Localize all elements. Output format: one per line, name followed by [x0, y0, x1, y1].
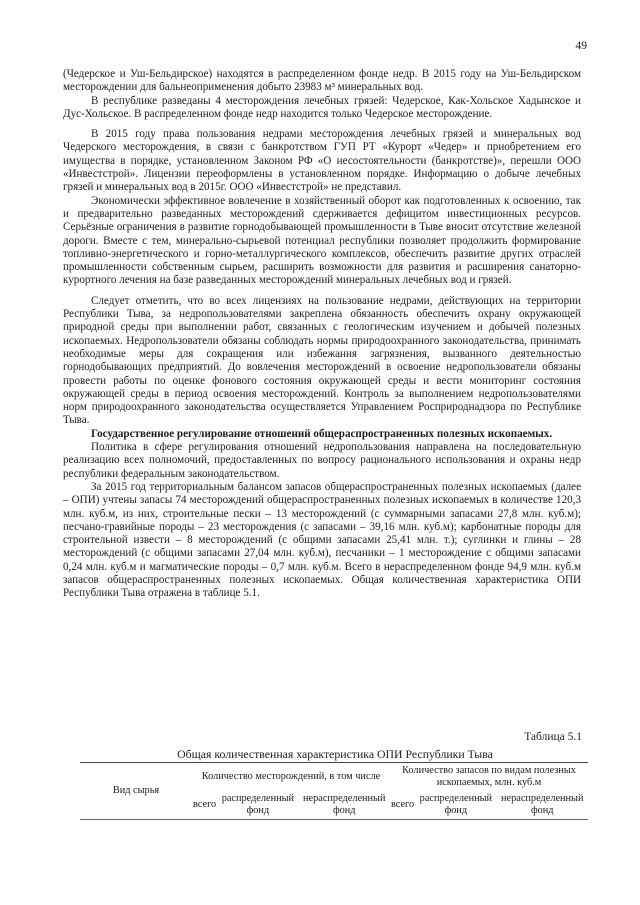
- header-raw-type: Вид сырья: [112, 785, 160, 796]
- table-caption: Таблица 5.1: [524, 731, 582, 743]
- header-reserves-group: Количество запасов по видам полезных ископаемых, млн. куб.м: [402, 765, 576, 788]
- header-undistributed: нераспределенный фонд: [303, 793, 386, 816]
- header-total: всего: [390, 799, 415, 810]
- header-distributed: распределенный фонд: [221, 793, 295, 816]
- header-deposits-group: Количество месторождений, в том числе: [201, 771, 381, 782]
- paragraph: В республике разведаны 4 месторождения лечебных грязей: Чедерское, Как-Хольское Хадынское и Дус-Хольское. В распределенном фонде недр находится только Чедерское месторождение.: [63, 94, 581, 120]
- paragraph: За 2015 год территориальным балансом запасов общераспространенных полезных ископаемых (далее – ОПИ) учтены запасы 74 месторождений общераспространенных полезных ископаемых в количестве 120,3 млн. куб.м, из них, строительные пески – 13 месторождений (с суммарными запасами 27,8 млн. куб.м); песчано-гравийные породы – 23 месторождения (с запасами – 39,16 млн. куб.м); карбонатные породы для строительной извести – 8 месторождений (с общими запасами 25,41 млн. т.); суглинки и глины – 28 месторождений (с общими запасами 27,04 млн. куб.м), песчаники – 1 месторождение с общими запасами 0,24 млн. куб.м и магматические породы – 0,7 млн. куб.м. Всего в нераспределенном фонде 94,9 млн. куб.м запасов общераспространенных полезных ископаемых. Общая количественная характеристика ОПИ Республики Тыва отражена в таблице 5.1.: [63, 480, 581, 600]
- header-total: всего: [193, 799, 217, 810]
- opi-table: [80, 762, 588, 820]
- paragraph: (Чедерское и Уш-Бельдирское) находятся в распределенном фонде недр. В 2015 году на Уш-Бельдирском месторождении для бальнеоприменения добыто 23983 м³ минеральных вод.: [63, 68, 581, 94]
- document-body: [63, 68, 581, 601]
- header-distributed: распределенный фонд: [419, 793, 493, 816]
- paragraph: В 2015 году права пользования недрами месторождения лечебных грязей и минеральных вод Чедерского месторождения, в связи с банкротством ГУП РТ «Курорт «Чедер» и приобретением его имущества в порядке, установленном Законом РФ «О несостоятельности (банкротстве)», перешли ООО «Инвестстрой». Лицензии переоформлены в установленном порядке. Информацию о добыче лечебных грязей и минеральных вод в 2015г. ООО «Инвестстрой» не представил.: [63, 128, 581, 194]
- section-heading: Государственное регулирование отношений общераспространенных полезных ископаемых.: [91, 427, 553, 440]
- table-title: Общая количественная характеристика ОПИ Республики Тыва: [177, 747, 493, 761]
- page-number: 49: [575, 40, 587, 52]
- paragraph: Политика в сфере регулирования отношений недропользования направлена на последовательную реализацию всех полномочий, предоставленных по вопросу рационального использования и охраны недр республики федеральным законодательством.: [63, 441, 581, 480]
- paragraph: Экономически эффективное вовлечение в хозяйственный оборот как подготовленных к освоению, так и предварительно разведанных месторождений сдерживается дефицитом инвестиционных ресурсов. Серьёзные ограничения в развитие горнодобывающей промышленности в Тыве вносит отсутствие железной дороги. Вместе с тем, минерально-сырьевой потенциал республики позволяет продолжить формирование топливно-энергетического и горно-металлургического комплексов, обеспечить развитие других отраслей промышленности собственным сырьем, расширить возможности для развития и расширения санаторно-курортного лечения на базе разведанных месторождений минеральных лечебных вод и грязей.: [63, 194, 581, 287]
- paragraph: Следует отметить, что во всех лицензиях на пользование недрами, действующих на территории Республики Тыва, за недропользователями закреплена обязанность обеспечить охрану окружающей природной среды при выполнении работ, связанных с геологическим изучением и добычей полезных ископаемых. Недропользователи обязаны соблюдать нормы природоохранного законодательства, принимать необходимые меры для сокращения или избежания загрязнения, вызванного деятельностью горнодобывающих предприятий. До вовлечения месторождений в освоение недропользователи обязаны провести работы по оценке фонового состояния окружающей среды и вести мониторинг состояния окружающей среды в период освоения месторождений. Контроль за выполнением недропользователями норм природоохранного законодательства осуществляется Управлением Росприроднадзора по Республике Тыва.: [63, 294, 581, 427]
- header-undistributed: нераспределенный фонд: [501, 793, 584, 816]
